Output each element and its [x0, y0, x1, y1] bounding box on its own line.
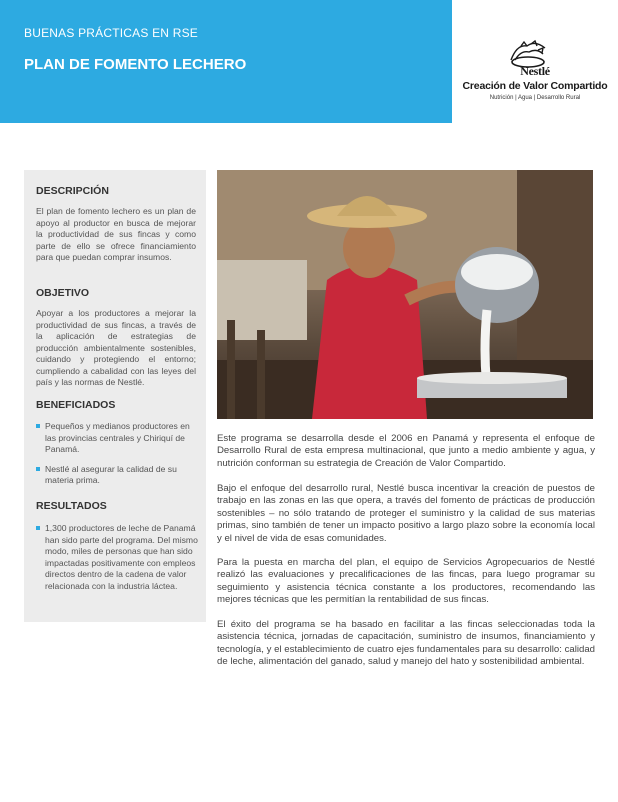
photo-illustration — [217, 170, 593, 419]
list-item — [36, 464, 198, 487]
brand-block — [452, 0, 618, 123]
beneficiados-list — [36, 421, 198, 487]
list-item-text: 1,300 productores de leche de Panamá han sido parte del programa. Del mismo modo, miles de personas que han sido impactadas positivamente con empleos directos dentro de la cadena de valor relacionada con la industria láctea. — [45, 523, 198, 591]
objetivo-text: Apoyar a los productores a mejorar la productividad de sus fincas, a través de la aplicación de estrategias de producción ambientalmente sostenibles, cuidando y protegiendo el entorno; cumpliendo a cabalidad con las leyes del país y las normas de Nestlé. — [36, 308, 196, 387]
farmer-milk-photo — [217, 170, 593, 419]
brand-tagline: Creación de Valor Compartido — [462, 80, 608, 92]
descripcion-text: El plan de fomento lechero es un plan de apoyo al productor en busca de mejorar la productividad de sus fincas y como parte de ello se ofrece financiamiento para que puedan comprar insumos. — [36, 206, 196, 262]
bullet-icon — [36, 526, 40, 530]
paragraph-3: Para la puesta en marcha del plan, el equipo de Servicios Agropecuarios de Nestlé realizó las evaluaciones y precalificaciones de las fincas, para luego programar su seguimiento y asistencia técnica constante a los productores, recomendando las mejores técnicas que les permitían la rentabilidad de sus fincas. — [217, 557, 595, 606]
list-item — [36, 523, 198, 592]
resultados-heading: RESULTADOS — [36, 500, 107, 512]
sidebar-panel — [24, 170, 206, 622]
bullet-icon — [36, 467, 40, 471]
section-kicker: BUENAS PRÁCTICAS EN RSE — [24, 26, 198, 40]
descripcion-heading: DESCRIPCIÓN — [36, 185, 109, 197]
resultados-list — [36, 523, 198, 592]
objetivo-heading: OBJETIVO — [36, 287, 90, 299]
paragraph-1: Este programa se desarrolla desde el 2006 en Panamá y representa el enfoque de Desarrollo Rural de esta empresa multinacional, que junto a medio ambiente y agua, y nutrición conforman su estrategia de Creación de Valor Compartido. — [217, 433, 595, 469]
list-item-text: Pequeños y medianos productores en las provincias centrales y Chiriquí de Panamá. — [45, 421, 190, 454]
header-band — [0, 0, 452, 123]
bullet-icon — [36, 424, 40, 428]
brand-wordmark: Nestlé — [520, 64, 550, 78]
list-item — [36, 421, 198, 456]
beneficiados-heading: BENEFICIADOS — [36, 399, 116, 411]
paragraph-4: El éxito del programa se ha basado en facilitar a las fincas seleccionadas toda la asistencia técnica, jornadas de capacitación, suministro de insumos, financiamiento y tecnología, y el establecimiento de cuatro ejes fundamentales para su desarrollo: calidad de leche, alimentación del ganado, salud y manejo del hato y sostenibilidad ambiental. — [217, 619, 595, 668]
brand-subline: Nutrición | Agua | Desarrollo Rural — [489, 95, 581, 101]
list-item-text: Nestlé al asegurar la calidad de su materia prima. — [45, 463, 177, 485]
page-title: PLAN DE FOMENTO LECHERO — [24, 56, 247, 73]
paragraph-2: Bajo el enfoque del desarrollo rural, Nestlé busca incentivar la creación de puestos de trabajo en las zonas en las que opera, a través del fomento de prácticas de producción sostenibles – no sólo tratando de proteger el suministro y la calidad de sus materias primas, sino también de tener un impacto positivo a largo plazo sobre la economía local y el nivel de vida de esas comunidades. — [217, 483, 595, 544]
